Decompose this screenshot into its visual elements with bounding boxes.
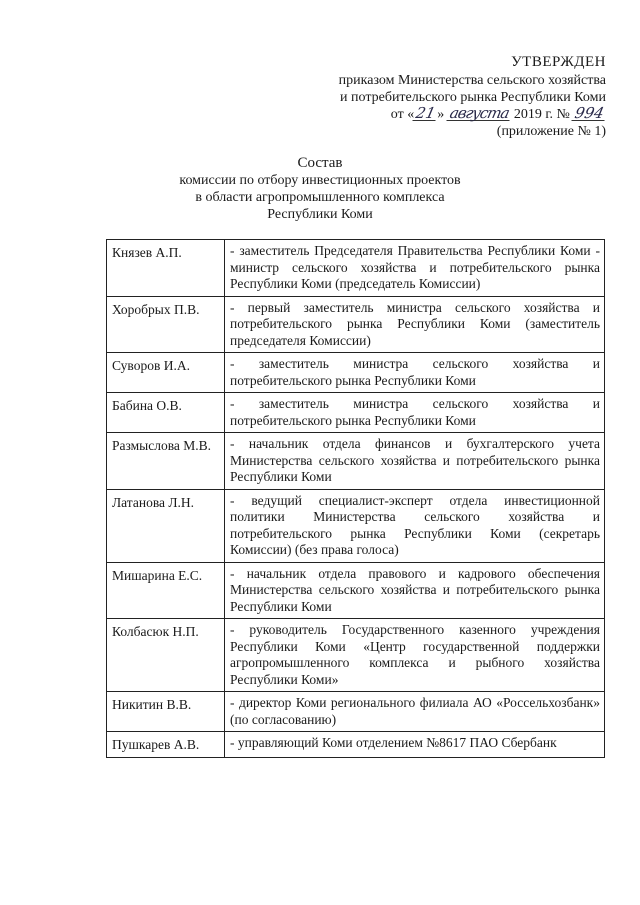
- table-row: [107, 489, 605, 562]
- approval-heading: УТВЕРЖДЕН: [511, 54, 606, 70]
- approval-block: [339, 54, 606, 140]
- table-row: [107, 692, 605, 732]
- handwritten-month: августа: [447, 104, 511, 122]
- member-role: - заместитель министра сельского хозяйства и потребительского рынка Республики Коми: [225, 393, 605, 433]
- member-role: - руководитель Государственного казенного учреждения Республики Коми «Центр государственной поддержки агропромышленного комплекса и рыбного хозяйства Республики Коми»: [225, 619, 605, 692]
- table-row: [107, 562, 605, 619]
- table-row: [107, 353, 605, 393]
- handwritten-order-number: 994: [573, 104, 607, 122]
- approval-line-1: приказом Министерства сельского хозяйства: [338, 73, 606, 88]
- title-line-3: Республики Коми: [267, 207, 373, 222]
- document-title: [0, 155, 640, 223]
- member-name: Колбасюк Н.П.: [107, 619, 225, 692]
- member-role: - начальник отдела правового и кадрового обеспечения Министерства сельского хозяйства и потребительского рынка Республики Коми: [225, 562, 605, 619]
- approval-line-2: и потребительского рынка Республики Коми: [340, 90, 606, 105]
- member-name: Хоробрых П.В.: [107, 296, 225, 353]
- date-mid: »: [437, 107, 448, 122]
- approval-date-line: [339, 106, 606, 123]
- table-row: [107, 433, 605, 490]
- member-role: - директор Коми регионального филиала АО «Россельхозбанк» (по согласованию): [225, 692, 605, 732]
- handwritten-day: 21: [414, 104, 438, 122]
- table-row: [107, 619, 605, 692]
- member-name: Суворов И.А.: [107, 353, 225, 393]
- member-name: Мишарина Е.С.: [107, 562, 225, 619]
- member-role: - первый заместитель министра сельского хозяйства и потребительского рынка Республики Коми (заместитель председателя Комиссии): [225, 296, 605, 353]
- table-row: [107, 732, 605, 758]
- title-heading: Состав: [297, 155, 343, 171]
- date-prefix: от «: [390, 107, 415, 122]
- commission-members-table: [106, 239, 605, 758]
- table-row: [107, 240, 605, 297]
- title-line-2: в области агропромышленного комплекса: [195, 190, 445, 205]
- attachment-label: (приложение № 1): [496, 124, 606, 139]
- member-role: - заместитель министра сельского хозяйства и потребительского рынка Республики Коми: [225, 353, 605, 393]
- table-row: [107, 296, 605, 353]
- member-name: Бабина О.В.: [107, 393, 225, 433]
- title-line-1: комиссии по отбору инвестиционных проектов: [179, 173, 461, 188]
- member-name: Князев А.П.: [107, 240, 225, 297]
- member-role: - ведущий специалист-эксперт отдела инвестиционной политики Министерства сельского хозяйства и потребительского рынка Республики Коми (секретарь Комиссии) (без права голоса): [225, 489, 605, 562]
- member-name: Никитин В.В.: [107, 692, 225, 732]
- member-name: Размыслова М.В.: [107, 433, 225, 490]
- date-suffix: 2019 г. №: [510, 107, 574, 122]
- table-row: [107, 393, 605, 433]
- member-role: - начальник отдела финансов и бухгалтерского учета Министерства сельского хозяйства и потребительского рынка Республики Коми: [225, 433, 605, 490]
- member-name: Латанова Л.Н.: [107, 489, 225, 562]
- member-name: Пушкарев А.В.: [107, 732, 225, 758]
- member-role: - управляющий Коми отделением №8617 ПАО Сбербанк: [225, 732, 605, 758]
- member-role: - заместитель Председателя Правительства Республики Коми - министр сельского хозяйства и потребительского рынка Республики Коми (председатель Комиссии): [225, 240, 605, 297]
